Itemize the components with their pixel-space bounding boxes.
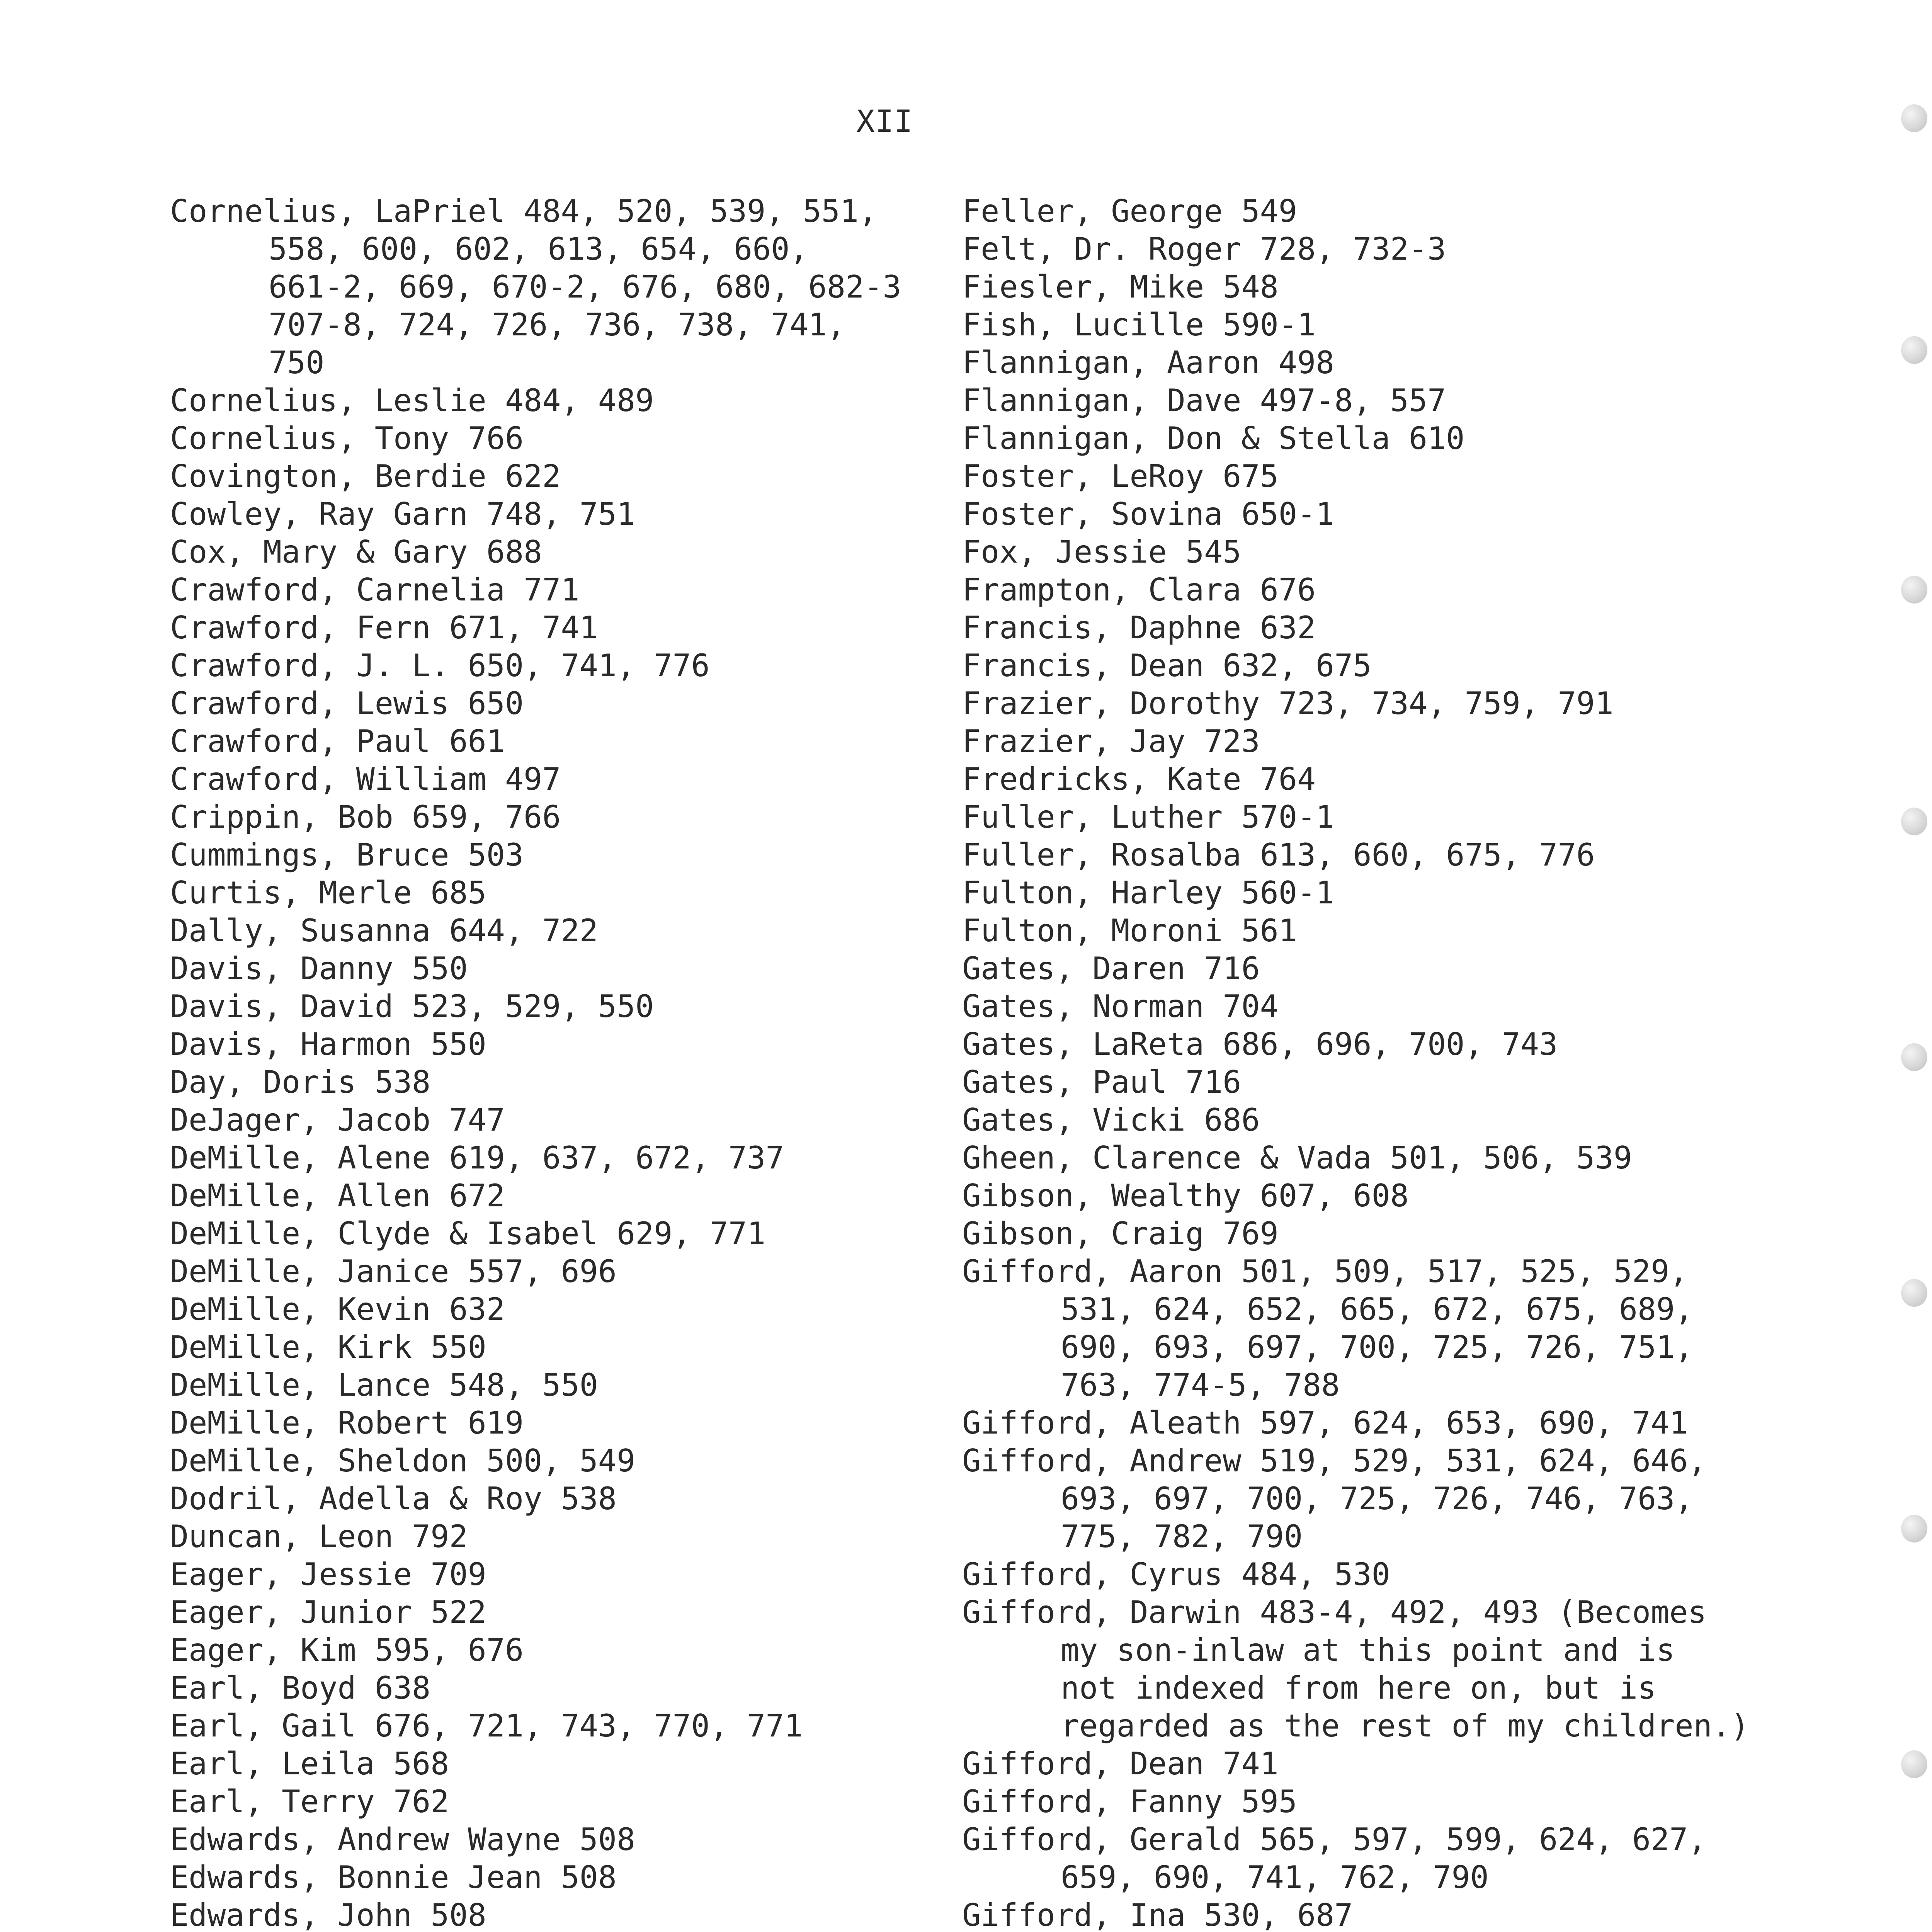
index-entry-line: Cowley, Ray Garn 748, 751 [170, 496, 636, 532]
index-entry [962, 192, 1812, 230]
index-entry [170, 1442, 962, 1480]
index-entry-line: Crawford, Carnelia 771 [170, 572, 580, 608]
index-entry [962, 268, 1812, 306]
binder-hole [1901, 1750, 1927, 1778]
index-entry [962, 1253, 1812, 1404]
index-entry [962, 1063, 1812, 1101]
index-entry [170, 1404, 962, 1442]
index-entry-line: Eager, Jessie 709 [170, 1556, 486, 1592]
index-entry-line: Gifford, Dean 741 [962, 1746, 1279, 1782]
index-entry [962, 1101, 1812, 1139]
index-entry-continuation: 659, 690, 741, 762, 790 [1061, 1859, 1489, 1895]
index-entry-line: Cummings, Bruce 503 [170, 837, 524, 873]
index-entry [962, 1139, 1812, 1177]
index-entry-continuation: 661-2, 669, 670-2, 676, 680, 682-3 [269, 269, 901, 305]
index-entry [962, 760, 1812, 798]
index-entry-line: Gates, Daren 716 [962, 951, 1260, 986]
index-entry [962, 1026, 1812, 1063]
index-entry-line: Fox, Jessie 545 [962, 534, 1242, 570]
index-entry [170, 1594, 962, 1631]
index-entry [962, 836, 1812, 874]
index-entry-line: Gifford, Andrew 519, 529, 531, 624, 646, [962, 1443, 1707, 1479]
index-entry-line: Curtis, Merle 685 [170, 875, 486, 911]
index-entry-line: Edwards, Bonnie Jean 508 [170, 1859, 617, 1895]
index-entry-line: Gifford, Aaron 501, 509, 517, 525, 529, [962, 1253, 1688, 1289]
index-entry-line: Dodril, Adella & Roy 538 [170, 1481, 617, 1517]
index-entry-continuation: 763, 774-5, 788 [1061, 1367, 1340, 1403]
index-entry-line: Feller, George 549 [962, 193, 1297, 229]
index-entry [170, 874, 962, 912]
index-entry [170, 1026, 962, 1063]
index-entry [962, 1745, 1812, 1783]
index-entry-continuation: 690, 693, 697, 700, 725, 726, 751, [1061, 1329, 1694, 1365]
index-entry [170, 1556, 962, 1594]
index-entry [170, 798, 962, 836]
index-entry-line: Frazier, Jay 723 [962, 723, 1260, 759]
index-entry-line: Edwards, Andrew Wayne 508 [170, 1821, 636, 1857]
index-entry [962, 344, 1812, 382]
index-entry [170, 571, 962, 609]
index-entry-line: Crawford, William 497 [170, 761, 561, 797]
index-entry [170, 1291, 962, 1328]
index-entry-line: DeMille, Kirk 550 [170, 1329, 486, 1365]
index-entry-line: Felt, Dr. Roger 728, 732-3 [962, 231, 1446, 267]
index-entry-line: Francis, Daphne 632 [962, 610, 1316, 646]
index-entry-line: Gibson, Craig 769 [962, 1216, 1279, 1252]
index-entry-line: Gates, Norman 704 [962, 988, 1279, 1024]
index-entry [962, 533, 1812, 571]
index-entry-line: Gates, Vicki 686 [962, 1102, 1260, 1138]
index-entry [962, 1177, 1812, 1215]
index-entry [170, 1745, 962, 1783]
index-entry-line: Gifford, Cyrus 484, 530 [962, 1556, 1390, 1592]
index-entry-line: Covington, Berdie 622 [170, 458, 561, 494]
index-entry-line: Edwards, John 508 [170, 1897, 486, 1932]
index-entry-line: DeMille, Allen 672 [170, 1178, 505, 1214]
binder-hole [1901, 336, 1927, 364]
index-entry [962, 912, 1812, 950]
index-entry [962, 1594, 1812, 1745]
index-entry-line: Cornelius, Tony 766 [170, 420, 524, 456]
index-entry [962, 950, 1812, 988]
index-entry [962, 647, 1812, 685]
index-entry-line: Foster, LeRoy 675 [962, 458, 1279, 494]
index-entry [962, 495, 1812, 533]
index-entry [962, 230, 1812, 268]
index-entry [170, 988, 962, 1026]
index-entry [962, 420, 1812, 457]
index-entry-line: Fredricks, Kate 764 [962, 761, 1316, 797]
index-entry-line: Foster, Sovina 650-1 [962, 496, 1335, 532]
index-entry [170, 723, 962, 760]
index-entry [962, 609, 1812, 647]
index-entry-line: Fuller, Rosalba 613, 660, 675, 776 [962, 837, 1595, 873]
index-entry-line: Fiesler, Mike 548 [962, 269, 1279, 305]
binder-hole [1901, 808, 1927, 835]
index-entry [962, 1556, 1812, 1594]
index-entry [170, 1631, 962, 1669]
index-entry-line: Cornelius, LaPriel 484, 520, 539, 551, [170, 193, 878, 229]
index-entry-line: Cox, Mary & Gary 688 [170, 534, 543, 570]
index-entry [962, 1896, 1812, 1932]
index-entry [170, 1063, 962, 1101]
index-entry-line: Crawford, J. L. 650, 741, 776 [170, 648, 710, 684]
index-entry-line: DeMille, Sheldon 500, 549 [170, 1443, 636, 1479]
index-entry [962, 1821, 1812, 1896]
index-entry-line: Gibson, Wealthy 607, 608 [962, 1178, 1409, 1214]
binder-hole [1901, 1515, 1927, 1543]
index-entry [170, 1859, 962, 1896]
index-entry-continuation: 707-8, 724, 726, 736, 738, 741, [269, 307, 846, 343]
index-entry-continuation: 558, 600, 602, 613, 654, 660, [269, 231, 808, 267]
index-entry-line: Crawford, Paul 661 [170, 723, 505, 759]
index-entry-line: Eager, Kim 595, 676 [170, 1632, 524, 1668]
index-entry [962, 723, 1812, 760]
index-entry [170, 192, 962, 382]
index-entry [170, 1366, 962, 1404]
index-entry-continuation: regarded as the rest of my children.) [1061, 1708, 1750, 1744]
index-entry-line: Gifford, Darwin 483-4, 492, 493 (Becomes [962, 1594, 1707, 1630]
index-entry [170, 1139, 962, 1177]
index-entry-line: Gates, Paul 716 [962, 1064, 1242, 1100]
index-entry [962, 382, 1812, 420]
index-entry-continuation: 693, 697, 700, 725, 726, 746, 763, [1061, 1481, 1694, 1517]
index-entry-line: Fulton, Harley 560-1 [962, 875, 1335, 911]
index-entry-line: Eager, Junior 522 [170, 1594, 486, 1630]
index-entry-line: Dally, Susanna 644, 722 [170, 913, 598, 949]
index-entry-continuation: not indexed from here on, but is [1061, 1670, 1656, 1706]
index-entry [170, 495, 962, 533]
index-entry-line: Frampton, Clara 676 [962, 572, 1316, 608]
index-entry-line: Fulton, Moroni 561 [962, 913, 1297, 949]
index-entry [170, 609, 962, 647]
index-entry [170, 647, 962, 685]
index-entry [170, 912, 962, 950]
index-entry-line: DeMille, Robert 619 [170, 1405, 524, 1441]
index-entry-line: Gifford, Gerald 565, 597, 599, 624, 627, [962, 1821, 1707, 1857]
index-entry [962, 306, 1812, 344]
index-entry [170, 1177, 962, 1215]
index-entry-line: Davis, David 523, 529, 550 [170, 988, 654, 1024]
index-entry [170, 1518, 962, 1556]
index-entry-line: Gifford, Ina 530, 687 [962, 1897, 1353, 1932]
index-column-left [170, 192, 962, 1932]
index-entry-line: Frazier, Dorothy 723, 734, 759, 791 [962, 685, 1614, 721]
binder-hole [1901, 576, 1927, 604]
index-entry [962, 988, 1812, 1026]
index-entry [962, 798, 1812, 836]
index-entry [170, 1896, 962, 1932]
index-entry [170, 1215, 962, 1253]
index-entry [170, 1707, 962, 1745]
page-number: XII [856, 104, 913, 139]
index-entry-line: Fish, Lucille 590-1 [962, 307, 1316, 343]
index-entry [170, 1669, 962, 1707]
index-entry-continuation: 775, 782, 790 [1061, 1519, 1303, 1554]
index-entry-line: Earl, Terry 762 [170, 1784, 449, 1820]
index-entry [962, 1215, 1812, 1253]
index-entry-continuation: 531, 624, 652, 665, 672, 675, 689, [1061, 1291, 1694, 1327]
index-entry [170, 1328, 962, 1366]
index-entry-line: Gates, LaReta 686, 696, 700, 743 [962, 1026, 1558, 1062]
index-entry-line: DeMille, Alene 619, 637, 672, 737 [170, 1140, 784, 1176]
index-entry [962, 571, 1812, 609]
index-entry-continuation: my son-inlaw at this point and is [1061, 1632, 1675, 1668]
index-entry-line: Flannigan, Dave 497-8, 557 [962, 383, 1446, 418]
index-entry [962, 1442, 1812, 1556]
index-entry [170, 533, 962, 571]
index-entry-line: DeMille, Janice 557, 696 [170, 1253, 617, 1289]
index-entry-line: DeJager, Jacob 747 [170, 1102, 505, 1138]
index-entry-line: DeMille, Kevin 632 [170, 1291, 505, 1327]
index-entry [170, 420, 962, 457]
index-entry-continuation: 750 [269, 345, 325, 381]
index-entry-line: Flannigan, Aaron 498 [962, 345, 1335, 381]
index-entry-line: Gifford, Aleath 597, 624, 653, 690, 741 [962, 1405, 1688, 1441]
index-entry-line: DeMille, Clyde & Isabel 629, 771 [170, 1216, 766, 1252]
index-entry-line: Earl, Gail 676, 721, 743, 770, 771 [170, 1708, 803, 1744]
index-entry-line: Gifford, Fanny 595 [962, 1784, 1297, 1820]
index-entry-line: Davis, Harmon 550 [170, 1026, 486, 1062]
index-entry [170, 1253, 962, 1291]
index-entry [170, 1821, 962, 1859]
index-entry-line: Fuller, Luther 570-1 [962, 799, 1335, 835]
index-entry-line: Day, Doris 538 [170, 1064, 431, 1100]
index-entry [170, 760, 962, 798]
index-entry [170, 1783, 962, 1821]
index-entry [962, 874, 1812, 912]
index-entry-line: Crawford, Lewis 650 [170, 685, 524, 721]
index-entry-line: Crippin, Bob 659, 766 [170, 799, 561, 835]
index-entry [962, 1404, 1812, 1442]
index-entry [170, 457, 962, 495]
index-entry-line: Gheen, Clarence & Vada 501, 506, 539 [962, 1140, 1632, 1176]
index-entry-line: DeMille, Lance 548, 550 [170, 1367, 598, 1403]
index-entry-line: Earl, Leila 568 [170, 1746, 449, 1782]
index-entry-line: Cornelius, Leslie 484, 489 [170, 383, 654, 418]
index-entry [170, 382, 962, 420]
index-column-right [962, 192, 1812, 1932]
binder-hole [1901, 104, 1927, 132]
index-entry-line: Flannigan, Don & Stella 610 [962, 420, 1465, 456]
index-entry [962, 457, 1812, 495]
index-entry [170, 836, 962, 874]
binder-hole [1901, 1043, 1927, 1071]
index-entry [170, 1101, 962, 1139]
index-entry [170, 1480, 962, 1518]
binder-hole [1901, 1279, 1927, 1307]
index-entry-line: Duncan, Leon 792 [170, 1519, 468, 1554]
index-entry [962, 1783, 1812, 1821]
index-entry-line: Crawford, Fern 671, 741 [170, 610, 598, 646]
index-entry [170, 950, 962, 988]
index-entry-line: Davis, Danny 550 [170, 951, 468, 986]
index-entry [962, 685, 1812, 723]
index-entry [170, 685, 962, 723]
index-entry-line: Earl, Boyd 638 [170, 1670, 431, 1706]
index-entry-line: Francis, Dean 632, 675 [962, 648, 1372, 684]
